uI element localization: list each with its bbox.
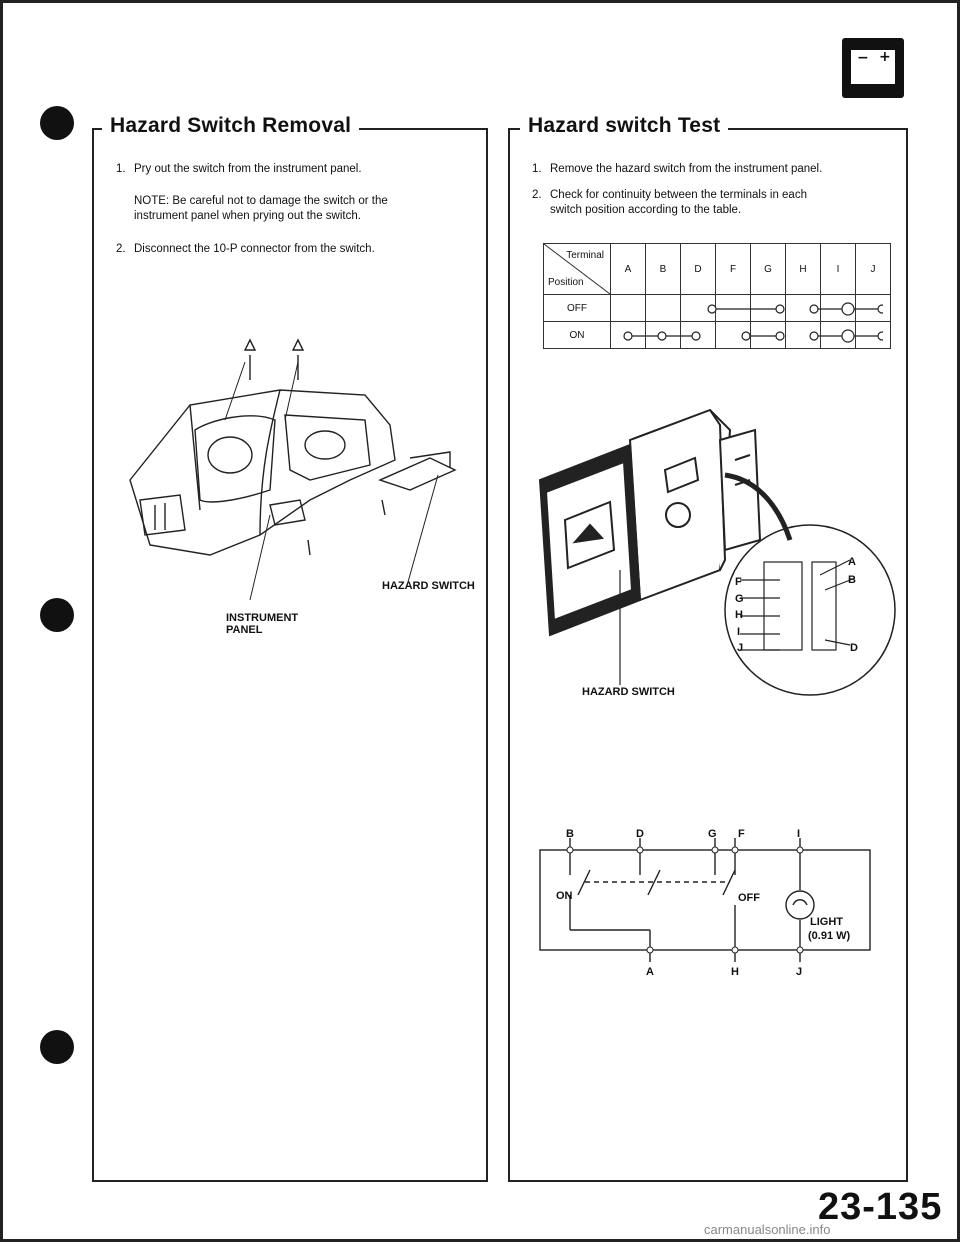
header-position: Position — [548, 277, 584, 288]
schematic-label-d: D — [636, 828, 644, 840]
binder-hole-2 — [40, 598, 74, 632]
schematic-label-a: A — [646, 966, 654, 978]
step-number: 1. — [532, 163, 542, 175]
connector-label-b: B — [848, 574, 856, 586]
schematic-label-b: B — [566, 828, 574, 840]
row-position: OFF — [544, 295, 611, 322]
step-number: 2. — [116, 243, 126, 255]
row-position: ON — [544, 322, 611, 349]
hazard-switch-callout: HAZARD SWITCH — [382, 580, 475, 592]
connector-label-d: D — [850, 642, 858, 654]
instrument-panel-callout-line2: PANEL — [226, 624, 263, 636]
schematic-light-label-line2: (0.91 W) — [808, 930, 851, 942]
right-step-2 — [532, 188, 892, 220]
hazard-switch-label: HAZARD SWITCH — [582, 686, 675, 698]
column-header: D — [681, 244, 716, 295]
header-terminal: Terminal — [566, 250, 604, 261]
step-number: 2. — [532, 189, 542, 201]
step-text: Remove the hazard switch from the instrument panel. — [550, 163, 823, 175]
connector-label-j: J — [737, 642, 744, 654]
note-line-1: NOTE: Be careful not to damage the switch or the — [134, 195, 388, 207]
connector-label-f: F — [735, 576, 742, 588]
step-text: Disconnect the 10-P connector from the switch. — [134, 243, 375, 255]
binder-hole-1 — [40, 106, 74, 140]
schematic-label-j: J — [796, 966, 803, 978]
schematic-off-label: OFF — [738, 892, 760, 904]
schematic-light-label-line1: LIGHT — [810, 916, 843, 928]
right-section-title: Hazard switch Test — [520, 114, 728, 138]
schematic-label-g: G — [708, 828, 717, 840]
page-number: 23-135 — [818, 1186, 943, 1228]
schematic-on-label: ON — [556, 890, 573, 902]
connector-label-h: H — [735, 609, 743, 621]
left-step-2 — [116, 242, 476, 258]
left-section-box — [92, 128, 488, 1182]
schematic-label-h: H — [731, 966, 739, 978]
instrument-panel-callout-line1: INSTRUMENT — [226, 612, 299, 624]
step-number: 1. — [116, 163, 126, 175]
schematic-label-i: I — [797, 828, 801, 840]
connector-label-i: I — [737, 626, 741, 638]
battery-icon: − + — [842, 38, 904, 98]
continuity-marks — [543, 243, 883, 353]
column-header: B — [646, 244, 681, 295]
connector-label-g: G — [735, 593, 744, 605]
column-header: J — [856, 244, 891, 295]
schematic-label-f: F — [738, 828, 745, 840]
column-header: F — [716, 244, 751, 295]
right-step-1 — [532, 162, 892, 178]
connector-label-a: A — [848, 556, 856, 568]
column-header: A — [611, 244, 646, 295]
column-header: H — [786, 244, 821, 295]
binder-hole-3 — [40, 1030, 74, 1064]
left-note — [116, 194, 476, 226]
step-text-line-1: Check for continuity between the terminals in each — [550, 189, 807, 201]
step-text: Pry out the switch from the instrument panel. — [134, 163, 362, 175]
left-step-1 — [116, 162, 476, 178]
note-line-2: instrument panel when prying out the switch. — [134, 210, 361, 222]
switch-schematic — [530, 830, 880, 970]
step-text-line-2: switch position according to the table. — [550, 204, 742, 216]
column-header: I — [821, 244, 856, 295]
left-section-title: Hazard Switch Removal — [102, 114, 359, 138]
watermark: carmanualsonline.info — [704, 1222, 831, 1237]
hazard-switch-illustration — [520, 400, 900, 700]
column-header: G — [751, 244, 786, 295]
